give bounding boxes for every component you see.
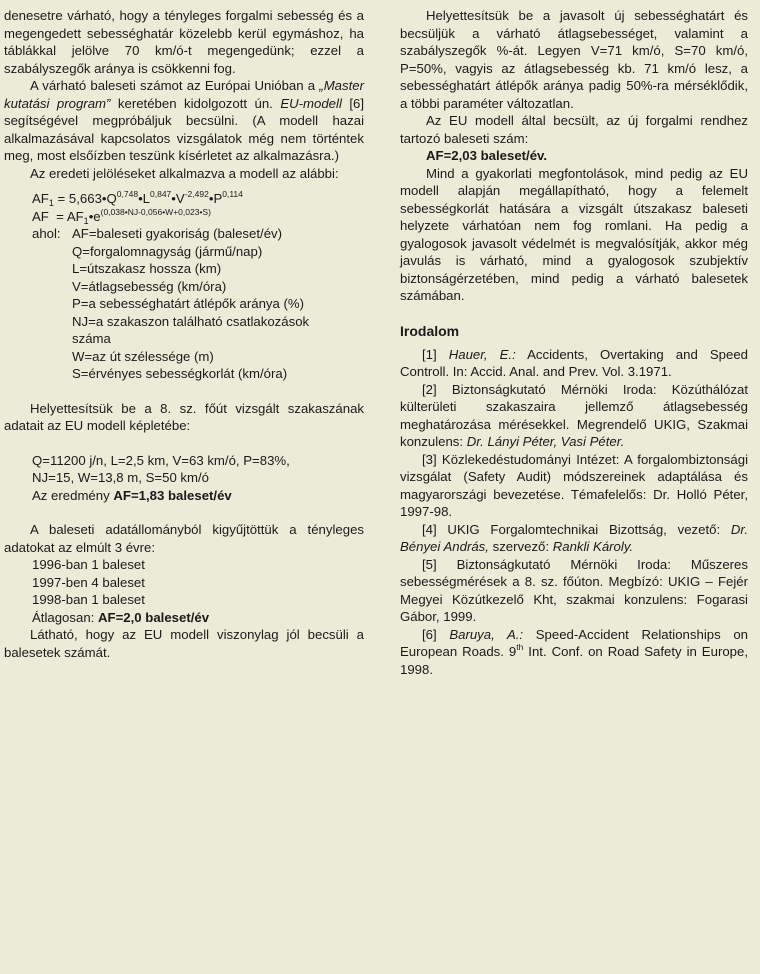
paragraph-intro: denesetre várható, hogy a tényleges forgalmi sebesség és a megengedett sebességhatár közelebb kerül egymáshoz, ha táblákkal jelölve 70 km/ó-t megengedünk; ezzel a szabályszegők aránya is csökkenni fog. (4, 8, 364, 76)
paragraph-new-limit: Helyettesítsük be a javasolt új sebességhatárt és becsüljük a várható átlagsebességet, valamint a szabályszegők %-át. Legyen V=71 km/ó, S=70 km/ó, P=50%, vagyis az átlagsebesség kb. 71 km/ó lesz, a sebességhatárt átlépők aránya padig 50%-ra mérséklődik, a többi paraméter változatlan. (400, 8, 748, 111)
definition-item: AF=baleseti gyakoriság (baleset/év) (72, 226, 283, 241)
reference-6: [6] Baruya, A.: Speed-Accident Relationships on European Roads. 9th Int. Conf. on Road Safety in Europe, 1998. (400, 626, 749, 677)
paragraph-model-intro: Az eredeti jelöléseket alkalmazva a modell az alábbi: (30, 165, 339, 181)
paragraph-conclusion-left: Látható, hogy az EU modell viszonylag jól becsüli a balesetek számát. (4, 627, 364, 660)
right-column (400, 7, 748, 678)
paragraph-substitution: Helyettesítsük be a 8. sz. főút vizsgált szakaszának adatait az EU modell képletébe: (4, 400, 364, 433)
result-new: AF=2,03 baleset/év. (426, 148, 548, 163)
yearly-accidents: 1996-ban 1 baleset 1997-ben 4 baleset 1998-ban 1 baleset Átlagosan: AF=2,0 baleset/év (4, 556, 364, 626)
definition-item: NJ=a szakaszon található csatlakozások (72, 313, 310, 329)
definition-item: Q=forgalomnagyság (jármű/nap) (72, 243, 263, 259)
paragraph-new-estimate: Az EU modell által becsült, az új forgalmi rendhez tartozó baleseti szám: (400, 113, 748, 146)
definition-item: S=érvényes sebességkorlát (km/óra) (72, 366, 288, 381)
definition-item-continuation: száma (72, 331, 111, 346)
formula-af: AF = $AF_1•e^{(0,038•NJ-0,056•W+0,023•S)}$ (32, 206, 211, 226)
reference-3: [3] Közlekedéstudományi Intézet: A forgalombiztonsági vizsgálat (Safety Audit) módszereinek adaptálása és magyarországi bevezetése. Témafelelős: Dr. Holló Péter, 1997-98. (400, 451, 748, 519)
reference-4: [4] UKIG Forgalomtechnikai Bizottság, vezető: Dr. Bényei András, szervező: Rankli Károly. (400, 521, 748, 554)
definitions-prefix: ahol: (32, 226, 61, 241)
definition-item: V=átlagsebesség (km/óra) (72, 278, 227, 294)
variable-definitions (4, 225, 364, 383)
references-heading: Irodalom (400, 322, 460, 339)
left-column (4, 7, 364, 661)
paragraph-actual-data: A baleseti adatállományból kigyűjtöttük a tényleges adatokat az elmúlt 3 évre: (4, 522, 364, 555)
reference-1: [1] Hauer, E.: Accidents, Overtaking and Speed Controll. In: Accid. Anal. and Prev. Vol. 3.1971. (400, 346, 748, 379)
definition-item: W=az út szélessége (m) (72, 348, 214, 364)
paragraph-conclusion: Mind a gyakorlati megfontolások, mind pedig az EU modell alapján megállapítható, hogy a felemelt sebességkorlát hatására a vizsgált útszakasz baleseti helyzete várhatóan nem fog romlani. Ha pedig a gyalogosok javasolt védelmét is megvalósítják, akkor még javulás is várható, mind a gyalogosok szubjektív biztonságérzetében, mind pedig a várható balesetek számában. (400, 165, 748, 303)
formula-af1: $AF_1$ = $5,663•Q^{0,748}•L^{0,847}•V^{-2,492}•P^{0,114}$ (32, 189, 243, 208)
result-line: Az eredmény AF=1,83 baleset/év (32, 487, 232, 503)
definition-item: L=útszakasz hossza (km) (72, 261, 222, 276)
input-values: Q=11200 j/n, L=2,5 km, V=63 km/ó, P=83%, NJ=15, W=13,8 m, S=50 km/ó Az eredmény AF=1,83 baleset/év (4, 452, 364, 505)
definition-item: P=a sebességhatárt átlépők aránya (%) (72, 296, 305, 311)
reference-2: [2] Biztonságkutató Mérnöki Iroda: Közúthálózat külterületi szakaszaira jellemző átlagsebesség meghatározása mérésekkel. Megrendelő UKIG, Szakmai konzulens: Dr. Lányi Péter, Vasi Péter. (400, 381, 748, 449)
reference-5: [5] Biztonságkutató Mérnöki Iroda: Műszeres sebességmérések a 8. sz. főúton. Megbízó: UKIG – Fejér Megyei Közútkezelő Kht, szakmai konzulens: Fogarasi Gábor, 1999. (400, 556, 748, 624)
paragraph-eu-model: A várható baleseti számot az Európai Unióban a „Master kutatási program” keretében kidolgozott ún. EU-modell [6] segítségével megpróbáljuk becsülni. (A modell hazai alkalmazásával kapcsolatos vizsgálatok még nem történtek meg, most elsőízben teszünk kísérletet az alkalmazásra.) (4, 78, 365, 163)
average-line: Átlagosan: AF=2,0 baleset/év (32, 609, 210, 625)
